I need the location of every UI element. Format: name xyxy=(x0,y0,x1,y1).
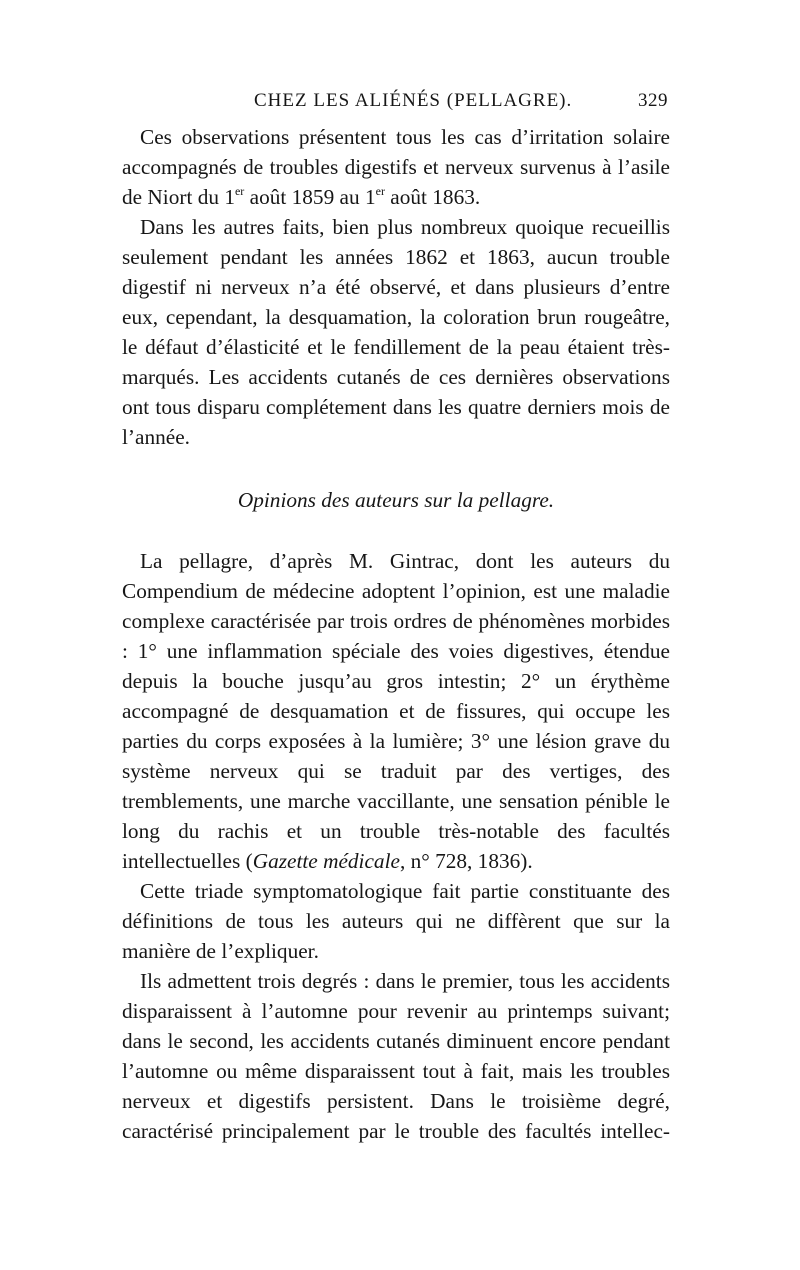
paragraph-1-text-c: août 1863. xyxy=(384,185,481,209)
paragraph-5: Ils admettent trois degrés : dans le premier, tous les accidents disparaissent à l’automne pour revenir au printemps suivant; dans le second, les accidents cutanés diminuent encore pendant l’automne ou même disparaissent tout à fait, mais les troubles nerveux et digestifs persistent. Dans le troisième degré, caractérisé principalement par le trouble des facultés intellec- xyxy=(122,969,670,1143)
paragraph-1 xyxy=(122,122,670,212)
running-title: CHEZ LES ALIÉNÉS (PELLAGRE). xyxy=(254,90,573,111)
paragraph-1-text-b: août 1859 au 1 xyxy=(244,185,376,209)
paragraph-4: Cette triade symptomatologique fait partie constituante des définitions de tous les auteurs qui ne diffèrent que sur la manière de l’expliquer. xyxy=(122,879,670,963)
body-text xyxy=(122,122,670,1146)
paragraph-1-text-a: Ces observations présentent tous les cas d’irritation solaire accompagnés de troubles digestifs et nerveux survenus à l’asile de Niort du 1 xyxy=(122,125,670,209)
paragraph-3-text-b: , n° 728, 1836). xyxy=(399,849,533,873)
page-number: 329 xyxy=(638,90,668,111)
section-subtitle: Opinions des auteurs sur la pellagre. xyxy=(237,488,555,512)
page-header xyxy=(122,90,668,122)
ordinal-superscript: er xyxy=(375,184,385,198)
paragraph-3 xyxy=(122,546,670,876)
paragraph-2: Dans les autres faits, bien plus nombreux quoique recueillis seulement pendant les années 1862 et 1863, aucun trouble digestif ni nerveux n’a été observé, et dans plusieurs d’entre eux, cependant, la desquamation, la coloration brun rougeâtre, le défaut d’élasticité et le fendillement de la peau étaient très-marqués. Les accidents cutanés de ces dernières observations ont tous disparu complétement dans les quatre derniers mois de l’année. xyxy=(122,215,670,449)
ordinal-superscript: er xyxy=(234,184,245,198)
paragraph-3-text-a: La pellagre, d’après M. Gintrac, dont les auteurs du Compendium de médecine adoptent l’opinion, est une maladie complexe caractérisée par trois ordres de phénomènes morbides : 1° une inflammation spéciale des voies digestives, étendue depuis la bouche jusqu’au gros intestin; 2° un érythème accompagné de desquamation et de fissures, qui occupe les parties du corps exposées à la lumière; 3° une lésion grave du système nerveux qui se traduit par des vertiges, des tremblements, une marche vaccillante, une sensation pénible le long du rachis et un trouble très-notable des facultés intellectuelles ( xyxy=(122,549,670,873)
journal-title: Gazette médicale xyxy=(252,849,400,873)
